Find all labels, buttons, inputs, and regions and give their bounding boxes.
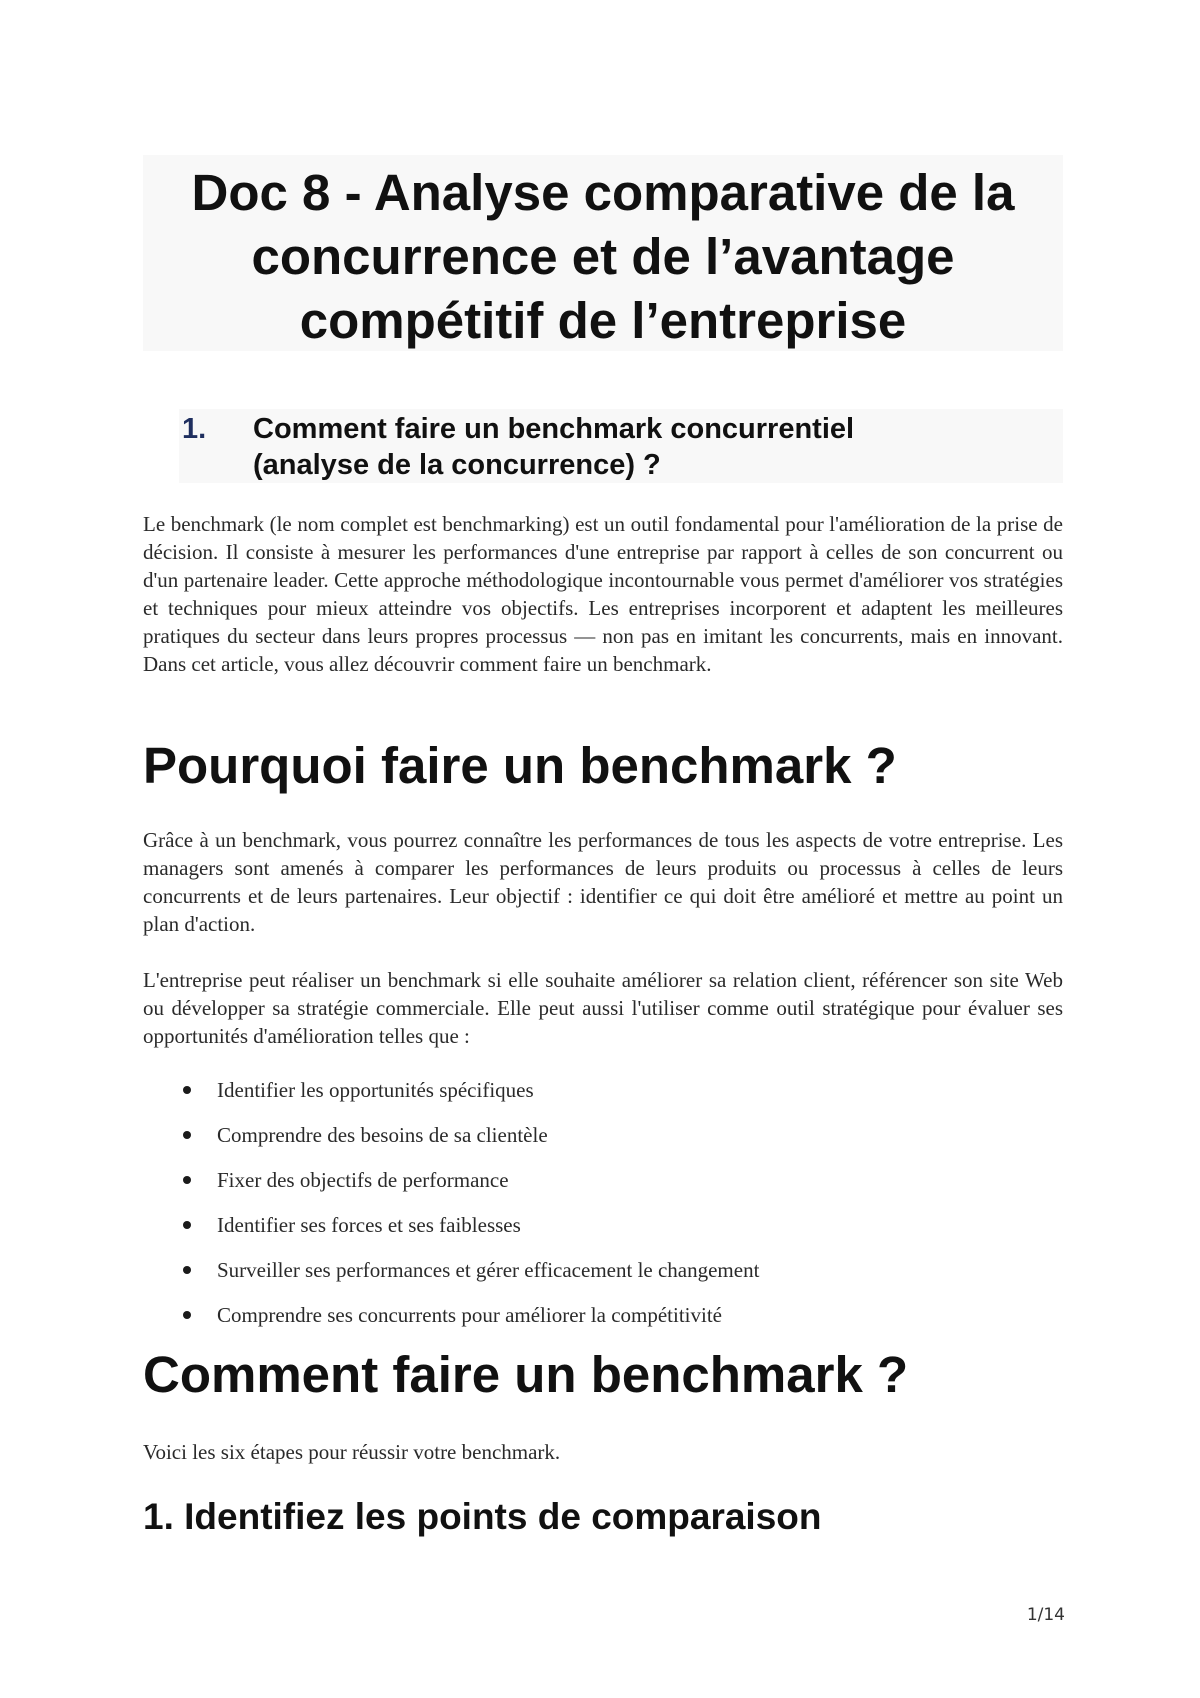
- list-item-text: Identifier les opportunités spécifiques: [217, 1078, 534, 1102]
- list-item-text: Identifier ses forces et ses faiblesses: [217, 1213, 521, 1237]
- bullet-list: [143, 1076, 1063, 1346]
- title-block: [143, 155, 1063, 351]
- list-item-text: Fixer des objectifs de performance: [217, 1168, 509, 1192]
- list-item: [143, 1076, 1063, 1121]
- why-paragraph-2: L'entreprise peut réaliser un benchmark si elle souhaite améliorer sa relation client, référencer son site Web ou développer sa stratégie commerciale. Elle peut aussi l'utiliser comme outil stratégique pour évaluer ses opportunités d'amélioration telles que :: [143, 968, 1063, 1048]
- list-item: [143, 1166, 1063, 1211]
- bullet-icon: [183, 1266, 191, 1274]
- how-heading: Comment faire un benchmark ?: [143, 1346, 909, 1403]
- bullet-icon: [183, 1311, 191, 1319]
- why-paragraph-1: Grâce à un benchmark, vous pourrez connaître les performances de tous les aspects de votre entreprise. Les managers sont amenés à comparer les performances de leurs produits ou processus à celles de leurs concurrents et de leurs partenaires. Leur objectif : identifier ce qui doit être amélioré et mettre au point un plan d'action.: [143, 828, 1063, 936]
- list-item-text: Surveiller ses performances et gérer efficacement le changement: [217, 1258, 760, 1282]
- bullet-icon: [183, 1221, 191, 1229]
- title-line: Doc 8 - Analyse comparative de la: [191, 164, 1015, 221]
- document-title: [143, 155, 1063, 353]
- bullet-icon: [183, 1176, 191, 1184]
- step-1-heading: 1. Identifiez les points de comparaison: [143, 1496, 822, 1537]
- list-item-text: Comprendre des besoins de sa clientèle: [217, 1123, 548, 1147]
- why-heading: Pourquoi faire un benchmark ?: [143, 737, 897, 794]
- title-line: concurrence et de l’avantage: [251, 228, 955, 285]
- section-heading-line: (analyse de la concurrence) ?: [253, 449, 661, 481]
- title-line: compétitif de l’entreprise: [299, 292, 907, 349]
- list-item-text: Comprendre ses concurrents pour améliorer la compétitivité: [217, 1303, 722, 1327]
- intro-paragraph: Le benchmark (le nom complet est benchmarking) est un outil fondamental pour l'amélioration de la prise de décision. Il consiste à mesurer les performances d'une entreprise par rapport à celles de son concurrent ou d'un partenaire leader. Cette approche méthodologique incontournable vous permet d'améliorer vos stratégies et techniques pour mieux atteindre vos objectifs. Les entreprises incorporent et adaptent les meilleures pratiques du secteur dans leurs propres processus — non pas en imitant les concurrents, mais en innovant. Dans cet article, vous allez découvrir comment faire un benchmark.: [143, 512, 1063, 676]
- bullet-icon: [183, 1086, 191, 1094]
- list-item: [143, 1256, 1063, 1301]
- section-heading-line: Comment faire un benchmark concurrentiel: [253, 413, 855, 445]
- list-item: [143, 1211, 1063, 1256]
- bullet-icon: [183, 1131, 191, 1139]
- how-paragraph: Voici les six étapes pour réussir votre benchmark.: [143, 1440, 561, 1464]
- section-heading-text: [253, 411, 1053, 483]
- list-item: [143, 1121, 1063, 1166]
- page-number: 1/14: [1026, 1605, 1065, 1625]
- section-heading: [179, 409, 1063, 483]
- section-number: 1.: [182, 413, 207, 445]
- list-item: [143, 1301, 1063, 1346]
